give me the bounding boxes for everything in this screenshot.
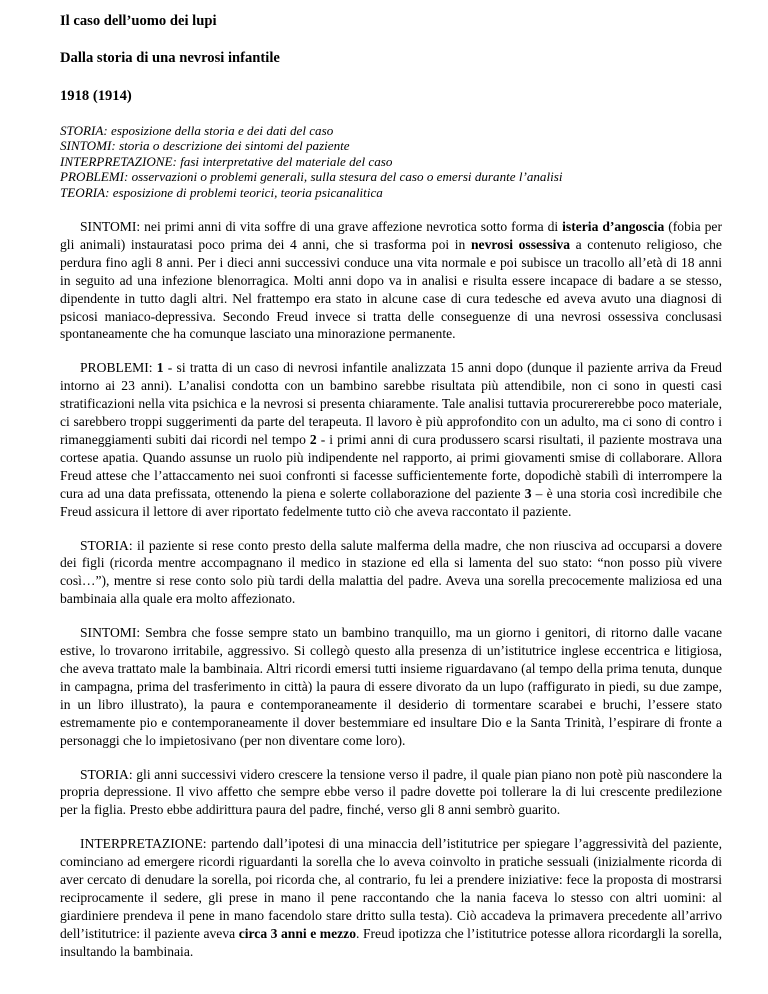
text-run: – è una storia così incredibile che Freud assicura il lettore di aver riportato fedelmente tutto ciò che aveva raccontato il paziente. (60, 485, 722, 519)
paragraph-storia-1 (60, 537, 722, 609)
paragraph-problemi (60, 359, 722, 520)
text-run: SINTOMI: nei primi anni di vita soffre di una grave affezione nevrotica sotto forma di (80, 219, 563, 235)
paragraph-sintomi-2 (60, 624, 722, 749)
document-date: 1918 (1914) (60, 88, 132, 104)
document-subtitle: Dalla storia di una nevrosi infantile (60, 50, 280, 66)
text-run: . Freud ipotizza che l’istitutrice potesse allora ricordargli la sorella, insultando la bambinaia. (60, 925, 722, 959)
document-page (60, 12, 722, 961)
paragraph-storia-2 (60, 766, 722, 820)
bold-text-run: nevrosi ossessiva (470, 236, 570, 252)
legend-item-problemi: PROBLEMI: osservazioni o problemi generali, sulla stesura del caso o emersi durante l’analisi (60, 169, 563, 185)
bold-text-run: 3 (524, 485, 532, 501)
bold-text-run: 2 (309, 432, 317, 447)
legend-item-sintomi: SINTOMI: storia o descrizione dei sintomi del paziente (60, 138, 350, 154)
text-run: - i primi anni di cura produssero scarsi risultati, il paziente mostrava una cortese apatia. Quando assunse un ruolo più indipendente nel rapporto, ai primi giovamenti smise di collaborare. Allora Freud attese che l’attaccamento nei suoi confronti si facesse sufficientemente forte, dopodichè stabilì di interrompere la cura ad una data prefissata, ottenendo la piena e solerte collaborazione del paziente (60, 432, 722, 501)
text-run: a contenuto religioso, che perdura fino agli 8 anni. Per i dieci anni successivi conduce una vita normale e poi subisce un tracollo all’età di 18 anni in seguito ad una infezione blenorragica. Molti anni dopo va in analisi e risulta essere incapace di badare a se stesso, dipendente in tutto dagli altri. Nel frattempo era stato in alcune case di cura tedesche ed aveva avuto una diagnosi di psicosi maniaco-depressiva. Secondo Freud invece si tratta delle conseguenze di una nevrosi ossessiva conclusasi spontaneamente che ha comunque lasciato una minorazione permanente. (60, 236, 722, 342)
text-run: - si tratta di un caso di nevrosi infantile analizzata 15 anni dopo (dunque il paziente arriva da Freud intorno ai 23 anni). L’analisi condotta con un bambino sarebbe risultata più attendibile, non ci sono in questi casi stratificazioni nella vita psichica e la nevrosi si presenta chiaramente. Tale analisi tuttavia procurererebbe poco materiale, ci sarebbero troppi suggerimenti da parte del terapeuta. Il lavoro è più approfondito con un adulto, ma ci sono di contro i rimaneggiamenti subiti dai ricordi nel tempo (60, 360, 722, 447)
paragraph-interpretazione (60, 835, 722, 960)
text-run: SINTOMI: Sembra che fosse sempre stato un bambino tranquillo, ma un giorno i genitori, di ritorno dalle vacane estive, lo trovarono irritabile, aggressivo. Si collegò questo alla presenza di un’istitutrice inglese eccentrica e litigiosa, che aveva trattato male la bambinaia. Altri ricordi emersi tutti insieme riguardavano (al tempo della prima tenuta, dunque in campagna, prima del trasferimento in città) la paura di essere divorato da un lupo (raffigurato in piedi, su due zampe, in un libro illustrato), la paura e contemporaneamente il desiderio di tormentare scarabei e bruchi, l’essere stato estremamente pio e contemporaneamente il dover bestemmiare ed insultare Dio e la Santa Trinità, l’espirare di fronte a personaggi che lo impietosivano (per non diventare come loro). (60, 625, 722, 748)
bold-text-run: circa 3 anni e mezzo (238, 925, 357, 941)
bold-text-run: isteria d’angoscia (562, 219, 665, 235)
category-legend (60, 123, 722, 200)
paragraph-sintomi-1 (60, 218, 722, 343)
legend-item-teoria: TEORIA: esposizione di problemi teorici, teoria psicanalitica (60, 184, 383, 200)
legend-item-interpretazione: INTERPRETAZIONE: fasi interpretative del materiale del caso (60, 153, 393, 169)
text-run: PROBLEMI: (80, 360, 157, 376)
legend-item-storia: STORIA: esposizione della storia e dei dati del caso (60, 123, 334, 138)
bold-text-run: 1 (156, 360, 164, 376)
text-run: STORIA: il paziente si rese conto presto della salute malferma della madre, che non riusciva ad occuparsi a dovere dei figli (ricorda mentre accompagnano il medico in stazione ed ella si lamenta del suo stato: “non posso più vivere così…”), mentre si rese conto solo più tardi della malattia del padre. Aveva una sorella precocemente maliziosa ed una bambinaia alla quale era molto affezionato. (60, 537, 722, 607)
text-run: STORIA: gli anni successivi videro crescere la tensione verso il padre, il quale pian piano non potè più nascondere la propria depressione. Il vivo affetto che sempre ebbe verso il padre dovette poi tollerare la di lui crescente predilezione per la figlia. Presto ebbe addirittura paura del padre, finché, verso gli 8 anni sembrò guarito. (60, 766, 722, 818)
text-run: (fobia per gli animali) instauratasi poco prima dei 4 anni, che si trasforma poi in (60, 219, 722, 252)
document-title: Il caso dell’uomo dei lupi (60, 13, 217, 29)
text-run: INTERPRETAZIONE: partendo dall’ipotesi di una minaccia dell’istitutrice per spiegare l’aggressività del paziente, cominciano ad emergere ricordi riguardanti la sorella che lo aveva coinvolto in pratiche sessuali (inizialmente ricorda di aver cercato di denudare la sorella, poi ricorda che, al contrario, fu lei a prendere iniziative: fece la proposta di mostrarsi reciprocamente il sedere, gli prese in mano il pene raccontando che la nania faceva lo stesso con altri uomini: al giardiniere prendeva il pene in mano facendolo stare dritto sulla testa). Ciò accadeva la primavera precedente all’arrivo dell’istitutrice: il paziente aveva (60, 836, 722, 941)
